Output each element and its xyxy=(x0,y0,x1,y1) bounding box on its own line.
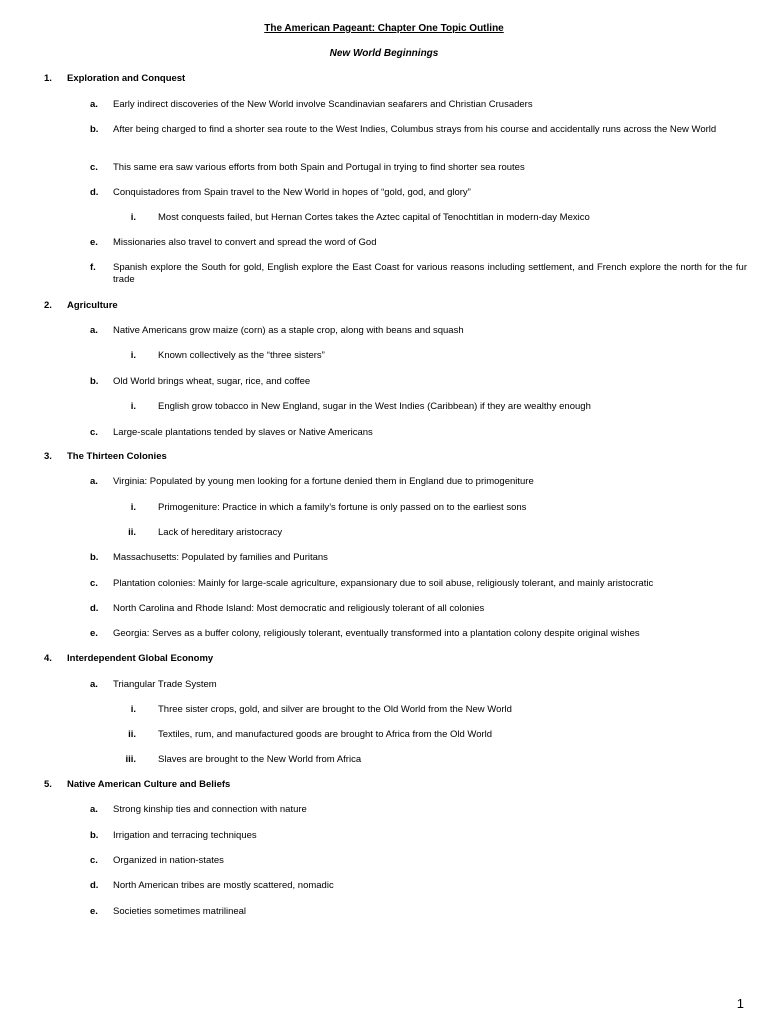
item-text: Missionaries also travel to convert and spread the word of God xyxy=(113,237,377,248)
subitem-text: Textiles, rum, and manufactured goods are brought to Africa from the Old World xyxy=(158,729,493,740)
section-number: 1. xyxy=(44,73,52,84)
item-label: e. xyxy=(90,628,98,639)
item-label: c. xyxy=(90,855,98,866)
section-title: Exploration and Conquest xyxy=(67,73,186,84)
item-text: Native Americans grow maize (corn) as a staple crop, along with beans and squash xyxy=(113,325,464,336)
subitem-text: English grow tobacco in New England, sugar in the West Indies (Caribbean) if they are wealthy enough xyxy=(158,401,591,412)
subitem-label: i. xyxy=(130,350,136,361)
item-label: a. xyxy=(90,325,98,336)
item-label: a. xyxy=(90,679,98,690)
item-label: b. xyxy=(90,124,99,135)
section-number: 3. xyxy=(44,451,52,462)
subitem-text: Primogeniture: Practice in which a family’s fortune is only passed on to the earliest sons xyxy=(158,502,527,513)
item-label: d. xyxy=(90,187,99,198)
item-label: d. xyxy=(90,603,99,614)
subitem-label: i. xyxy=(130,212,136,223)
item-label: a. xyxy=(90,99,98,110)
item-label: c. xyxy=(90,427,98,438)
item-text: North American tribes are mostly scattered, nomadic xyxy=(113,880,334,891)
item-label: a. xyxy=(90,476,98,487)
subitem-text: Known collectively as the “three sisters” xyxy=(158,350,325,361)
subitem-label: ii. xyxy=(128,729,136,740)
section-title: Interdependent Global Economy xyxy=(67,653,214,664)
item-text: Strong kinship ties and connection with nature xyxy=(113,804,307,815)
item-label: d. xyxy=(90,880,99,891)
item-text: Societies sometimes matrilineal xyxy=(113,906,247,917)
item-label: b. xyxy=(90,376,99,387)
item-text: Virginia: Populated by young men looking for a fortune denied them in England due to primogeniture xyxy=(113,476,534,487)
section-title: The Thirteen Colonies xyxy=(67,451,167,462)
subitem-text: Three sister crops, gold, and silver are brought to the Old World from the New World xyxy=(158,704,512,715)
subitem-text: Slaves are brought to the New World from Africa xyxy=(158,754,362,765)
subitem-label: i. xyxy=(130,704,136,715)
item-text: North Carolina and Rhode Island: Most democratic and religiously tolerant of all colonies xyxy=(113,603,485,614)
item-label: c. xyxy=(90,162,98,173)
section-title: Agriculture xyxy=(67,300,118,311)
item-text: Plantation colonies: Mainly for large-scale agriculture, expansionary due to soil abuse, religiously tolerant, and mainly aristocratic xyxy=(113,578,654,589)
subitem-text: Most conquests failed, but Hernan Cortes takes the Aztec capital of Tenochtitlan in modern-day Mexico xyxy=(158,212,590,223)
item-text: Spanish explore the South for gold, English explore the East Coast for various reasons including settlement, and French explore the north for the fur trade xyxy=(113,262,747,285)
subitem-label: i. xyxy=(130,401,136,412)
document-subtitle: New World Beginnings xyxy=(329,48,439,59)
item-label: b. xyxy=(90,552,99,563)
section-number: 2. xyxy=(44,300,52,311)
item-label: b. xyxy=(90,830,99,841)
document-title: The American Pageant: Chapter One Topic Outline xyxy=(264,23,504,34)
item-text: This same era saw various efforts from both Spain and Portugal in trying to find shorter sea routes xyxy=(113,162,525,173)
item-text: Irrigation and terracing techniques xyxy=(113,830,257,841)
item-label: f. xyxy=(90,262,96,273)
section-number: 5. xyxy=(44,779,52,790)
item-label: e. xyxy=(90,906,98,917)
item-text: Massachusetts: Populated by families and Puritans xyxy=(113,552,328,563)
item-text: Georgia: Serves as a buffer colony, religiously tolerant, eventually transformed into a plantation colony despite original wishes xyxy=(113,628,640,639)
item-text: Triangular Trade System xyxy=(113,679,217,690)
item-text: Early indirect discoveries of the New World involve Scandinavian seafarers and Christian Crusaders xyxy=(113,99,533,110)
page-number: 1 xyxy=(736,996,744,1011)
item-text: Large-scale plantations tended by slaves or Native Americans xyxy=(113,427,373,438)
item-text: Organized in nation-states xyxy=(113,855,224,866)
item-text: Conquistadores from Spain travel to the New World in hopes of “gold, god, and glory” xyxy=(113,187,471,198)
item-label: a. xyxy=(90,804,98,815)
section-title: Native American Culture and Beliefs xyxy=(67,779,231,790)
section-number: 4. xyxy=(44,653,52,664)
item-text: Old World brings wheat, sugar, rice, and coffee xyxy=(113,376,311,387)
item-label: e. xyxy=(90,237,98,248)
item-label: c. xyxy=(90,578,98,589)
subitem-label: iii. xyxy=(125,754,136,765)
subitem-label: ii. xyxy=(128,527,136,538)
subitem-label: i. xyxy=(130,502,136,513)
item-text: After being charged to find a shorter sea route to the West Indies, Columbus strays from his course and accidentally runs across the New World xyxy=(113,124,717,135)
subitem-text: Lack of hereditary aristocracy xyxy=(158,527,283,538)
